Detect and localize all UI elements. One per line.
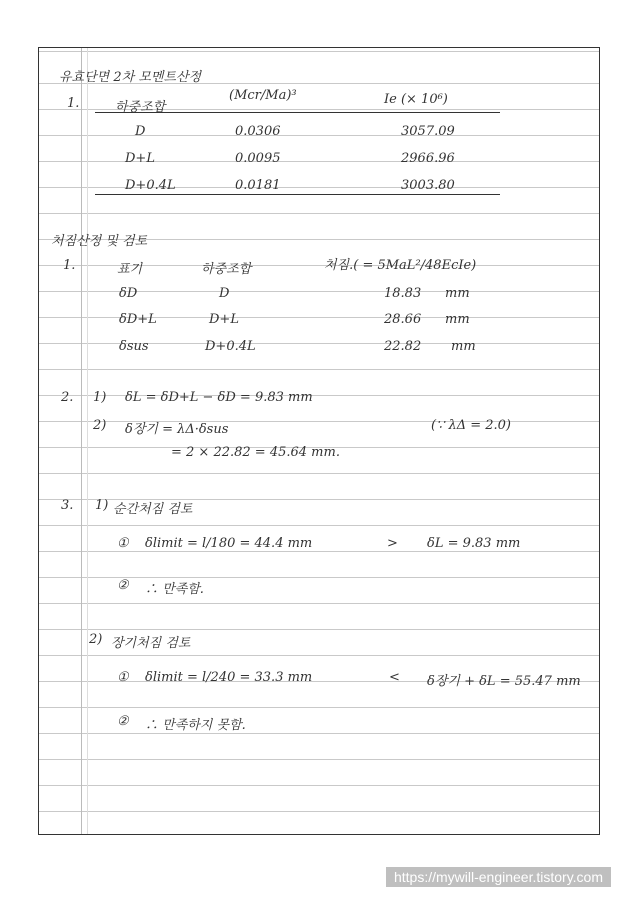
row1-load: D: [135, 124, 146, 139]
margin-line: [81, 48, 82, 834]
step-index: ①: [117, 670, 129, 685]
section-number: 2.: [61, 390, 74, 405]
compare-sign: <: [389, 670, 400, 685]
def-row2-unit: mm: [445, 312, 470, 327]
live-load-deflection: δL = δD+L − δD = 9.83 mm: [125, 390, 313, 405]
row1-ratio: 0.0306: [235, 124, 281, 139]
long-term-limit: δlimit = l/240 = 33.3 mm: [145, 670, 313, 685]
instant-value: δL = 9.83 mm: [427, 536, 521, 551]
row3-load: D+0.4L: [125, 178, 176, 193]
row2-load: D+L: [125, 151, 155, 166]
compare-sign: >: [387, 536, 398, 551]
step-index: ①: [117, 536, 129, 551]
row2-ie: 2966.96: [401, 151, 455, 166]
instant-limit: δlimit = l/180 = 44.4 mm: [145, 536, 313, 551]
def-row3-unit: mm: [451, 339, 476, 354]
step-index: ②: [117, 578, 129, 593]
table-bottom-rule: [95, 194, 500, 195]
item-index: 2): [93, 418, 107, 433]
def-row1-load: D: [219, 286, 230, 301]
row3-ratio: 0.0181: [235, 178, 281, 193]
def-row2-symbol: δD+L: [119, 312, 157, 327]
def-row1-unit: mm: [445, 286, 470, 301]
def-row2-value: 28.66: [384, 312, 422, 327]
header-load-combo: 하중조합: [201, 262, 252, 277]
row3-ie: 3003.80: [401, 178, 455, 193]
def-row1-symbol: δD: [119, 286, 138, 301]
item-index: 1): [95, 498, 109, 513]
long-term-deflection: δ장기 = λΔ·δsus: [125, 422, 229, 437]
section-number: 3.: [61, 498, 74, 513]
def-row3-value: 22.82: [384, 339, 422, 354]
item-index: 2): [89, 632, 103, 647]
long-term-check-title: 장기처짐 검토: [111, 636, 191, 651]
header-deflection: 처짐.( = 5MaL²/48EcIe): [324, 258, 477, 273]
table-header-rule: [95, 112, 500, 113]
long-term-result: = 2 × 22.82 = 45.64 mm.: [171, 445, 340, 460]
section-title-moment: 유효단면 2차 모멘트산정: [59, 70, 202, 85]
margin-line-inner: [87, 48, 88, 834]
def-row1-value: 18.83: [384, 286, 422, 301]
item-index: 1): [93, 390, 107, 405]
header-ie: Ie (× 10⁶): [384, 92, 448, 107]
section-number: 1.: [67, 96, 80, 111]
long-term-conclusion: ∴ 만족하지 못함.: [145, 718, 246, 733]
def-row2-load: D+L: [209, 312, 239, 327]
section-number: 1.: [63, 258, 76, 273]
instant-conclusion: ∴ 만족함.: [145, 582, 204, 597]
lambda-note: (∵ λΔ = 2.0): [431, 418, 512, 433]
def-row3-load: D+0.4L: [205, 339, 256, 354]
row2-ratio: 0.0095: [235, 151, 281, 166]
section-title-deflection: 처짐산정 및 검토: [51, 234, 148, 249]
def-row3-symbol: δsus: [119, 339, 149, 354]
header-ratio: (Mcr/Ma)³: [229, 88, 297, 103]
notebook-page: [38, 47, 600, 835]
row1-ie: 3057.09: [401, 124, 455, 139]
header-load-combo: 하중조합: [115, 100, 166, 115]
instant-check-title: 순간처짐 검토: [113, 502, 193, 517]
header-symbol: 표기: [117, 262, 143, 277]
long-term-value: δ장기 + δL = 55.47 mm: [427, 674, 581, 689]
watermark-url: https://mywill-engineer.tistory.com: [386, 867, 611, 887]
step-index: ②: [117, 714, 129, 729]
